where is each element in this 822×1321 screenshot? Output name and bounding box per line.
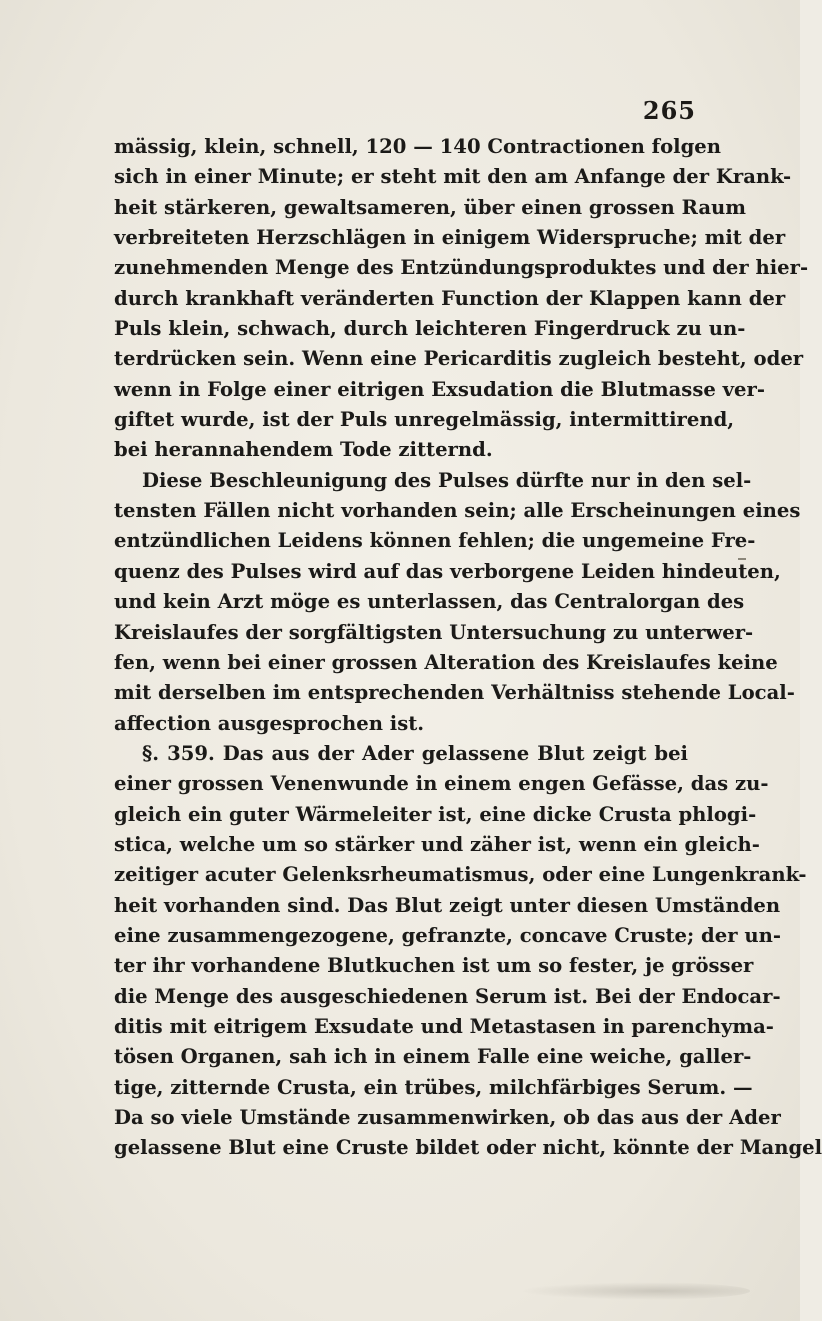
text-line: und kein Arzt möge es unterlassen, das Centralorgan des (114, 590, 745, 614)
text-line: durch krankhaft veränderten Function der Klappen kann der (114, 286, 786, 310)
text-line: tige, zitternde Crusta, ein trübes, milchfärbiges Serum. — (114, 1075, 753, 1099)
text-line: Diese Beschleunigung des Pulses dürfte nur in den sel- (142, 468, 752, 492)
text-line: heit stärkeren, gewaltsameren, über einen grossen Raum (114, 195, 747, 219)
text-line: mit derselben im entsprechenden Verhältniss stehende Local- (114, 681, 795, 705)
text-line: fen, wenn bei einer grossen Alteration des Kreislaufes keine (114, 650, 778, 674)
text-line: Kreislaufes der sorgfältigsten Untersuchung zu unterwer- (114, 620, 754, 644)
text-line: gleich ein guter Wärmeleiter ist, eine dicke Crusta phlogi- (114, 802, 757, 826)
text-line: die Menge des ausgeschiedenen Serum ist. Bei der Endocar- (114, 984, 781, 1008)
text-line: Puls klein, schwach, durch leichteren Fingerdruck zu un- (114, 317, 746, 341)
text-line: quenz des Pulses wird auf das verborgene Leiden hindeuten, (114, 559, 781, 583)
page-smudge (520, 1282, 750, 1300)
text-line: verbreiteten Herzschlägen in einigem Widerspruche; mit der (114, 226, 786, 250)
text-line: gelassene Blut eine Cruste bildet oder nicht, könnte der Mangel (114, 1136, 822, 1160)
text-line: stica, welche um so stärker und zäher ist, wenn ein gleich- (114, 832, 760, 856)
page-number: 265 (642, 96, 696, 125)
text-line: wenn in Folge einer eitrigen Exsudation die Blutmasse ver- (114, 377, 765, 401)
text-line: heit vorhanden sind. Das Blut zeigt unter diesen Umständen (114, 893, 781, 917)
text-line: eine zusammengezogene, gefranzte, concave Cruste; der un- (114, 923, 781, 947)
text-line: entzündlichen Leidens können fehlen; die ungemeine Fre- (114, 529, 756, 553)
text-line: Da so viele Umstände zusammenwirken, ob das aus der Ader (114, 1106, 781, 1129)
text-line: mässig, klein, schnell, 120 — 140 Contractionen folgen (114, 135, 722, 158)
text-line: ter ihr vorhandene Blutkuchen ist um so fester, je grösser (114, 954, 754, 978)
text-line: sich in einer Minute; er steht mit den am Anfange der Krank- (114, 165, 792, 189)
text-line: einer grossen Venenwunde in einem engen Gefässe, das zu- (114, 772, 769, 796)
body-text (114, 132, 822, 1164)
text-line: tösen Organen, sah ich in einem Falle eine weiche, galler- (114, 1045, 752, 1069)
text-line: giftet wurde, ist der Puls unregelmässig, intermittirend, (114, 408, 735, 432)
text-line: affection ausgesprochen ist. (114, 711, 425, 735)
text-line: tensten Fällen nicht vorhanden sein; alle Erscheinungen eines (114, 499, 801, 523)
text-line: §. 359. Das aus der Ader gelassene Blut zeigt bei (142, 741, 688, 765)
margin-mark (738, 558, 746, 560)
text-line: zunehmenden Menge des Entzündungsproduktes und der hier- (114, 256, 809, 280)
text-line: terdrücken sein. Wenn eine Pericarditis zugleich besteht, oder (114, 347, 804, 371)
text-line: bei herannahendem Tode zitternd. (114, 438, 493, 462)
text-line: ditis mit eitrigem Exsudate und Metastasen in parenchyma- (114, 1014, 774, 1038)
text-line: zeitiger acuter Gelenksrheumatismus, oder eine Lungenkrank- (114, 863, 807, 887)
